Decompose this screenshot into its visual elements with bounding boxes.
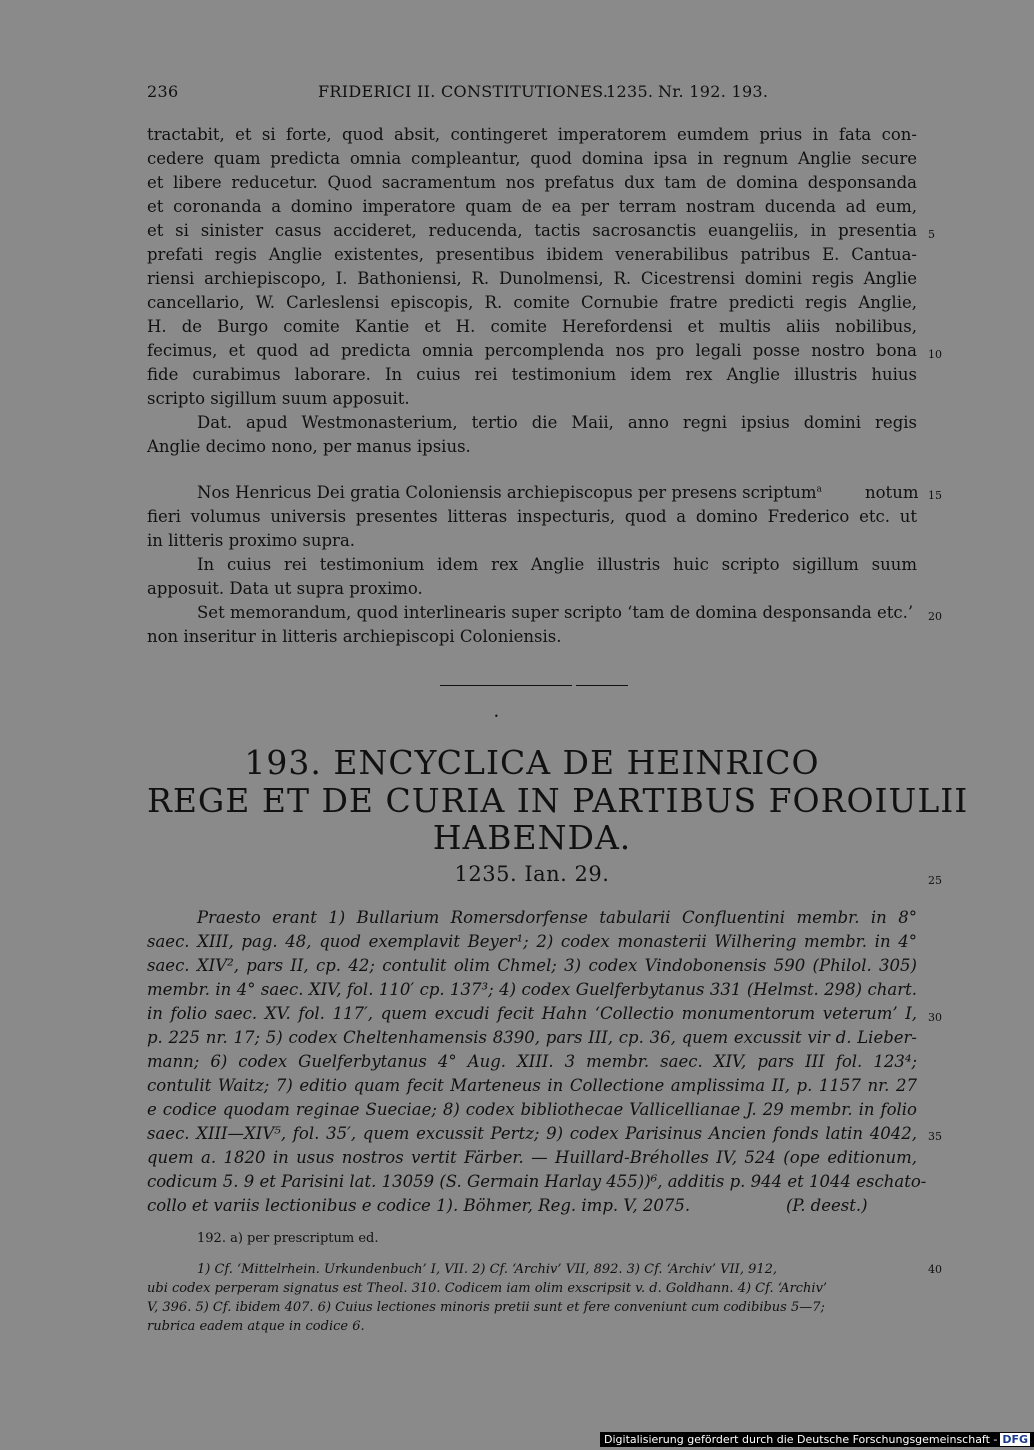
text-line: in litteris proximo supra. (147, 531, 356, 550)
text-line: tractabit, et si forte, quod absit, contingeret imperatorem eumdem prius in fata con- (147, 125, 917, 144)
text-line: Nos Henricus Dei gratia Coloniensis archiepiscopus per presens scriptum$^a$ (197, 483, 822, 502)
text-line: Set memorandum, quod interlinearis super scripto ‘tam de domina desponsanda etc.’ (197, 603, 914, 622)
footnote-line: 1) Cf. ‘Mittelrhein. Urkundenbuch’ I, VII. 2) Cf. ‘Archiv’ VII, 892. 3) Cf. ‘Archiv’ VII, 912, (197, 1262, 778, 1277)
line-number: 5 (928, 228, 935, 241)
text-line: Dat. apud Westmonasterium, tertio die Maii, anno regni ipsius domini regis (197, 413, 917, 432)
line-number: 40 (928, 1263, 942, 1276)
footnote-mark: a (816, 484, 822, 495)
document-date: 1235. Ian. 29. (454, 862, 610, 886)
line-number: 20 (928, 610, 942, 623)
divider-dot: • (494, 712, 499, 721)
running-year: 1235. (606, 82, 654, 101)
section-divider (576, 685, 628, 686)
apparatus-line: membr. in 4° saec. XIV, fol. 110′ cp. 137³; 4) codex Guelferbytanus 331 (Helmst. 298) chart. (147, 980, 917, 999)
text-line: Anglie decimo nono, per manus ipsius. (147, 437, 471, 456)
running-title: FRIDERICI II. CONSTITUTIONES. (318, 82, 609, 101)
text-line: fecimus, et quod ad predicta omnia percomplenda nos pro legali posse nostro bona (147, 341, 917, 360)
footnote-192: 192. a) per prescriptum ed. (197, 1231, 379, 1246)
apparatus-line: quem a. 1820 in usus nostros vertit Färber. — Huillard-Bréholles IV, 524 (ope editionum, (147, 1148, 917, 1167)
section-divider (440, 685, 572, 686)
apparatus-line: p. 225 nr. 17; 5) codex Cheltenhamensis 8390, pars III, cp. 36, quem excussit vir d. Lieber- (147, 1028, 917, 1047)
text-line: prefati regis Anglie existentes, presentibus ibidem venerabilibus patribus E. Cantua- (147, 245, 917, 264)
text-line: scripto sigillum suum apposuit. (147, 389, 410, 408)
text-line: cancellario, W. Carleslensi episcopis, R. comite Cornubie fratre predicti regis Anglie, (147, 293, 917, 312)
apparatus-line: in folio saec. XV. fol. 117′, quem excudi fecit Hahn ‘Collectio monumentorum veterum’ I, (147, 1004, 917, 1023)
text-line: cedere quam predicta omnia compleantur, quod domina ipsa in regnum Anglie secure (147, 149, 917, 168)
credit-text: Digitalisierung gefördert durch die Deutsche Forschungsgemeinschaft - (604, 1433, 998, 1446)
apparatus-line: e codice quodam reginae Sueciae; 8) codex bibliothecae Vallicellianae J. 29 membr. in folio (147, 1100, 917, 1119)
apparatus-line: saec. XIII—XIV⁵, fol. 35′, quem excussit Pertz; 9) codex Parisinus Ancien fonds latin 4042, (147, 1124, 917, 1143)
dfg-logo: DFG (1002, 1433, 1029, 1446)
text-line: fieri volumus universis presentes litteras inspecturis, quod a domino Frederico etc. ut (147, 507, 917, 526)
apparatus-line: Praesto erant 1) Bullarium Romersdorfense tabularii Confluentini membr. in 8° (197, 908, 917, 927)
text-line-end: notum (865, 483, 919, 502)
text-line: apposuit. Data ut supra proximo. (147, 579, 423, 598)
line-number: 10 (928, 348, 942, 361)
footnote-line: rubrica eadem atque in codice 6. (147, 1319, 365, 1334)
line-number: 25 (928, 874, 942, 887)
line-number: 15 (928, 489, 942, 502)
footnote-line: V, 396. 5) Cf. ibidem 407. 6) Cuius lectiones minoris pretii sunt et fere conveniunt cum codibibus 5—7; (147, 1300, 825, 1315)
text-line: riensi archiepiscopo, I. Bathoniensi, R. Dunolmensi, R. Cicestrensi domini regis Anglie (147, 269, 917, 288)
text-line: et libere reducetur. Quod sacramentum nos prefatus dux tam de domina desponsanda (147, 173, 917, 192)
apparatus-line: contulit Waitz; 7) editio quam fecit Marteneus in Collectione amplissima II, p. 1157 nr. 27 (147, 1076, 917, 1095)
apparatus-line: collo et variis lectionibus e codice 1). Böhmer, Reg. imp. V, 2075. (147, 1196, 691, 1215)
text-line: In cuius rei testimonium idem rex Anglie illustris huic scripto sigillum suum (197, 555, 917, 574)
text-line: et si sinister casus accideret, reducenda, tactis sacrosanctis euangeliis, in presentia (147, 221, 917, 240)
digitization-credit (600, 1432, 1034, 1447)
apparatus-sigil: (P. deest.) (786, 1196, 868, 1215)
line-number: 35 (928, 1130, 942, 1143)
page-number: 236 (147, 82, 179, 101)
document-title: 193. ENCYCLICA DE HEINRICO (244, 743, 820, 782)
footnote-line: ubi codex perperam signatus est Theol. 310. Codicem iam olim exscripsit v. d. Goldhann. 4) Cf. ‘Archiv’ (147, 1281, 828, 1296)
text-line: et coronanda a domino imperatore quam de ea per terram nostram ducenda ad eum, (147, 197, 917, 216)
apparatus-line: saec. XIII, pag. 48, quod exemplavit Beyer¹; 2) codex monasterii Wilhering membr. in 4° (147, 932, 917, 951)
document-title: REGE ET DE CURIA IN PARTIBUS FOROIULII (147, 781, 969, 820)
document-title: HABENDA. (432, 818, 632, 857)
apparatus-line: saec. XIV², pars II, cp. 42; contulit olim Chmel; 3) codex Vindobonensis 590 (Philol. 305) (147, 956, 917, 975)
line-number: 30 (928, 1011, 942, 1024)
text-line: non inseritur in litteris archiepiscopi Coloniensis. (147, 627, 562, 646)
text-line: H. de Burgo comite Kantie et H. comite Herefordensi et multis aliis nobilibus, (147, 317, 917, 336)
apparatus-line: mann; 6) codex Guelferbytanus 4° Aug. XIII. 3 membr. saec. XIV, pars III fol. 123⁴; (147, 1052, 917, 1071)
text-line: fide curabimus laborare. In cuius rei testimonium idem rex Anglie illustris huius (147, 365, 917, 384)
apparatus-line: codicum 5. 9 et Parisini lat. 13059 (S. Germain Harlay 455))⁶, additis p. 944 et 1044 eschato- (147, 1172, 927, 1191)
running-numbers: Nr. 192. 193. (658, 82, 769, 101)
